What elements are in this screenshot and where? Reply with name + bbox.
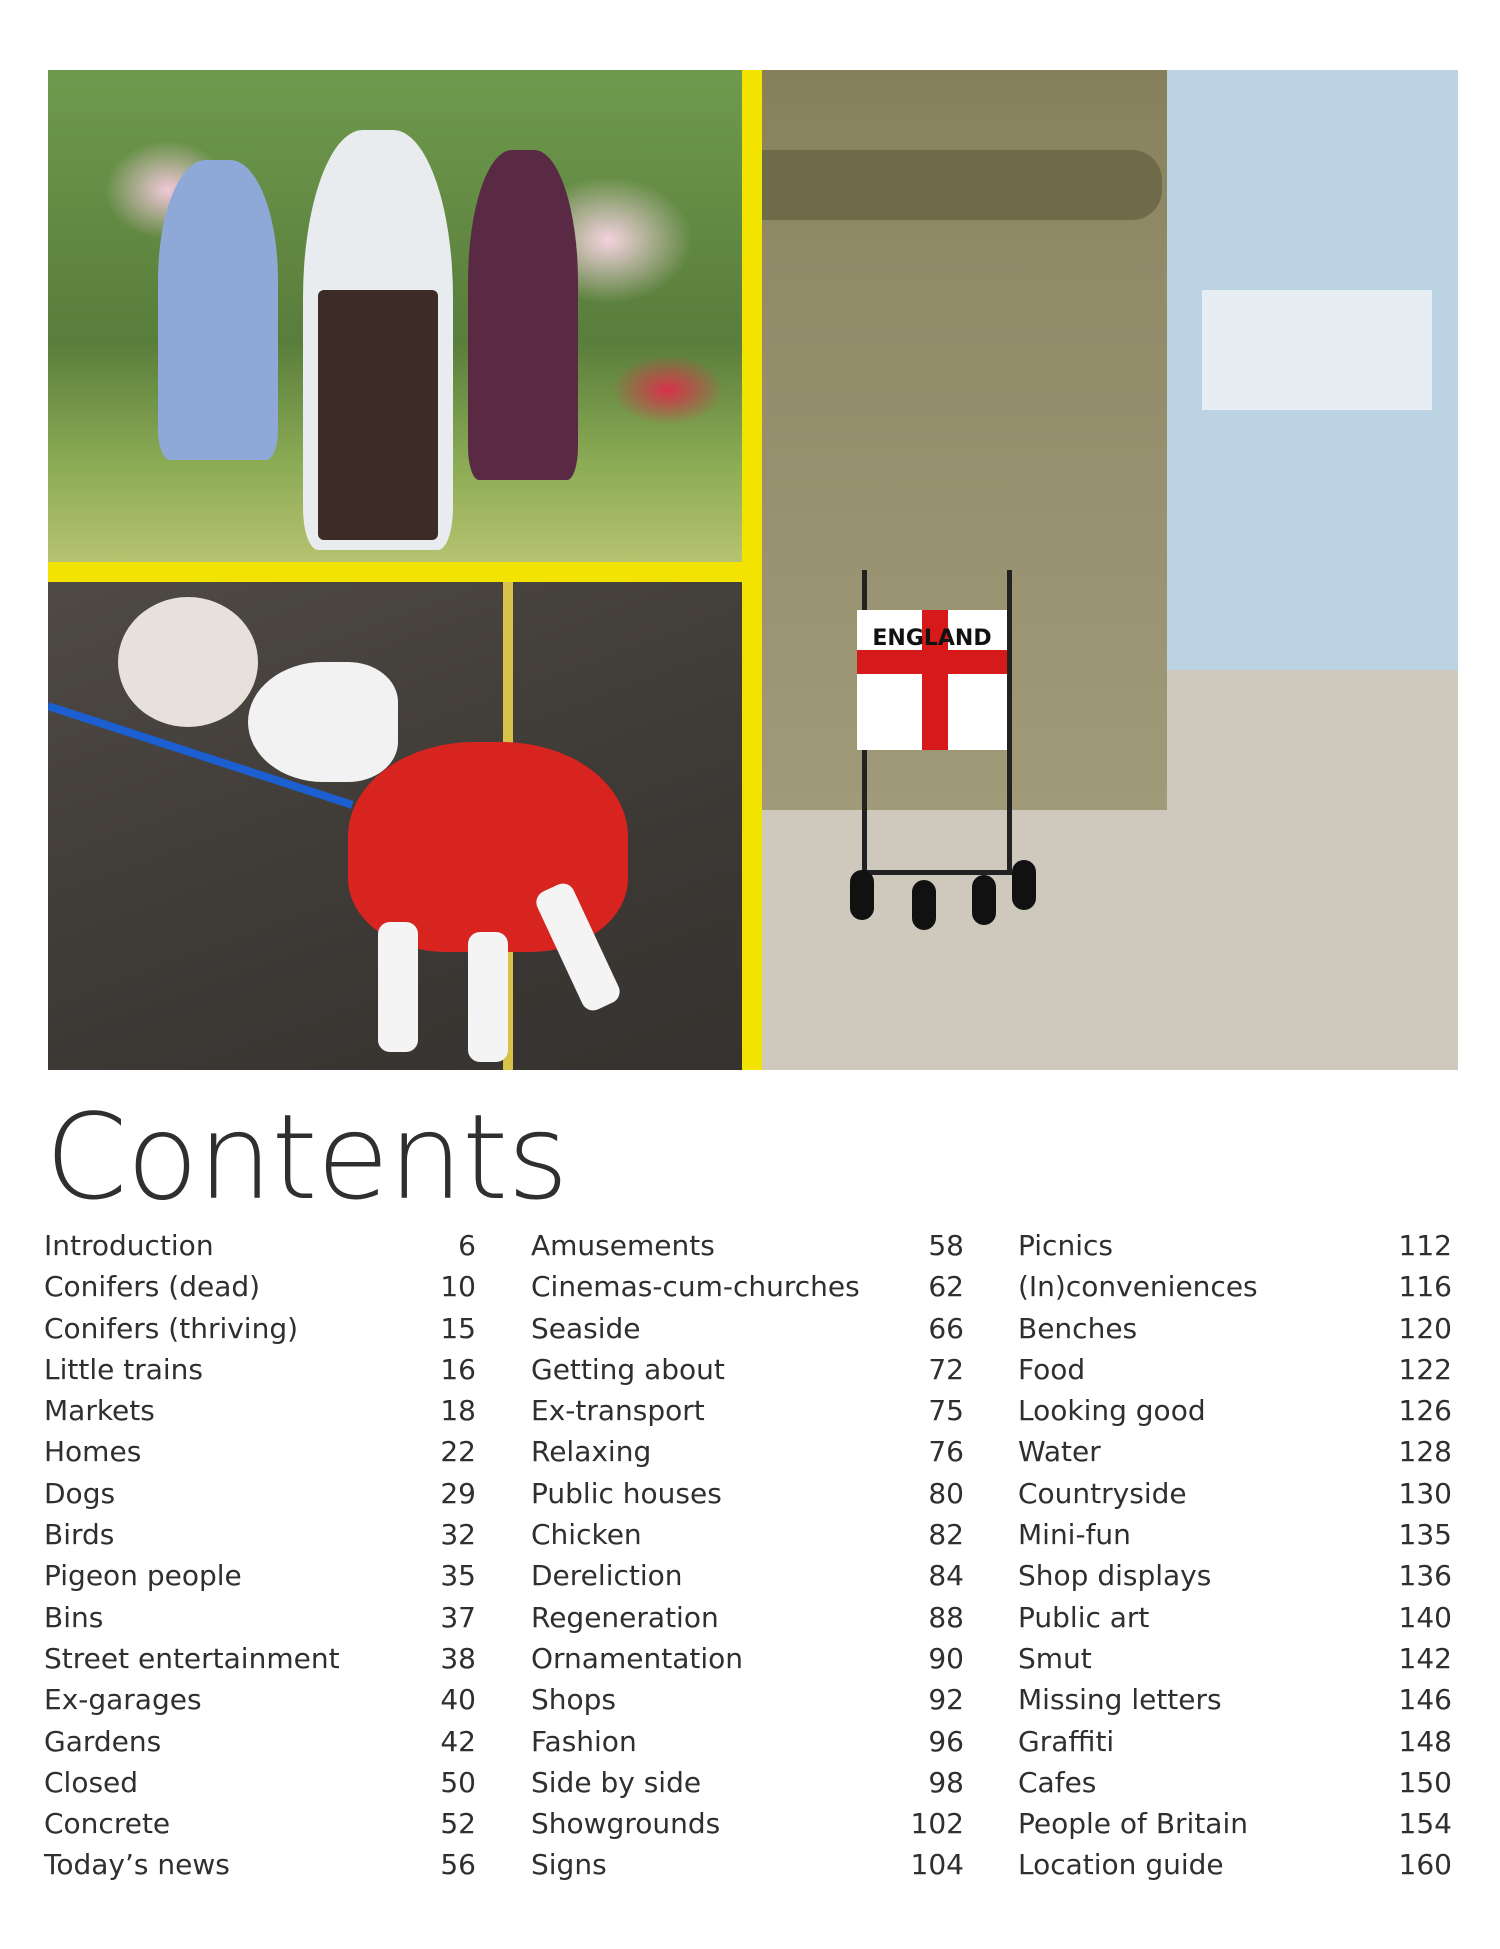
wheel <box>972 875 996 925</box>
toc-entry-label: Markets <box>44 1394 155 1428</box>
toc-entry-page: 150 <box>1398 1765 1452 1799</box>
toc-entry-label: Missing letters <box>1018 1683 1222 1717</box>
toc-entry <box>44 1721 476 1762</box>
toc-entry-label: Countryside <box>1018 1476 1187 1510</box>
pushchair-street-photo <box>762 70 1458 1070</box>
toc-entry-page: 38 <box>440 1641 476 1675</box>
toc-entry-page: 154 <box>1398 1807 1452 1841</box>
toc-entry <box>1018 1597 1452 1638</box>
toc-entry <box>44 1431 476 1472</box>
bull-terrier-head <box>248 662 398 782</box>
wheel <box>850 870 874 920</box>
toc-entry <box>531 1762 964 1803</box>
toc-entry-label: Cinemas-cum-churches <box>531 1270 860 1304</box>
toc-entry-label: Pigeon people <box>44 1559 242 1593</box>
toc-entry <box>44 1762 476 1803</box>
toc-entry-page: 62 <box>928 1270 964 1304</box>
toc-entry <box>531 1225 964 1266</box>
shop-front <box>1202 290 1432 410</box>
toc-entry-page: 16 <box>440 1352 476 1386</box>
toc-entry-label: Concrete <box>44 1807 171 1841</box>
toc-entry <box>531 1349 964 1390</box>
toc-entry-page: 116 <box>1398 1270 1452 1304</box>
toc-entry-page: 50 <box>440 1765 476 1799</box>
toc-entry-page: 75 <box>928 1394 964 1428</box>
toc-entry-page: 35 <box>440 1559 476 1593</box>
toc-entry <box>44 1679 476 1720</box>
toc-entry-page: 56 <box>440 1848 476 1882</box>
toc-entry <box>1018 1473 1452 1514</box>
toc-column-1 <box>44 1225 476 1886</box>
toc-entry <box>44 1390 476 1431</box>
toc-entry <box>1018 1721 1452 1762</box>
toc-entry-label: Location guide <box>1018 1848 1224 1882</box>
toc-entry <box>531 1308 964 1349</box>
wheel <box>912 880 936 930</box>
plinth-cap <box>762 150 1162 220</box>
toc-entry-label: Amusements <box>531 1229 715 1262</box>
toc-entry <box>44 1266 476 1307</box>
toc-entry-label: Picnics <box>1018 1229 1113 1262</box>
toc-entry-label: Ex-transport <box>531 1394 705 1428</box>
toc-entry-label: Shops <box>531 1683 617 1717</box>
toc-entry-label: Food <box>1018 1352 1086 1386</box>
toc-entry-page: 130 <box>1398 1476 1452 1510</box>
toc-entry-label: Looking good <box>1018 1394 1206 1428</box>
toc-entry-page: 120 <box>1398 1311 1452 1345</box>
toc-entry-page: 58 <box>928 1229 964 1262</box>
toc-entry-label: Side by side <box>531 1765 702 1799</box>
toc-entry <box>1018 1638 1452 1679</box>
man-trousers-figure <box>318 290 438 540</box>
toc-entry-label: Showgrounds <box>531 1807 721 1841</box>
toc-entry-label: Signs <box>531 1848 607 1882</box>
toc-entry-page: 29 <box>440 1476 476 1510</box>
toc-entry-page: 148 <box>1398 1724 1452 1758</box>
woman-in-blue-figure <box>158 160 278 460</box>
toc-entry <box>531 1431 964 1472</box>
toc-entry-label: Birds <box>44 1518 115 1552</box>
toc-entry-page: 142 <box>1398 1641 1452 1675</box>
toc-entry <box>1018 1266 1452 1307</box>
toc-entry <box>531 1844 964 1885</box>
toc-entry <box>531 1266 964 1307</box>
toc-entry-label: Homes <box>44 1435 142 1469</box>
toc-entry-label: Dereliction <box>531 1559 683 1593</box>
toc-entry-label: Mini-fun <box>1018 1518 1131 1552</box>
toc-entry-page: 90 <box>928 1641 964 1675</box>
toc-entry-label: Conifers (thriving) <box>44 1311 299 1345</box>
page-title: Contents <box>45 1088 568 1226</box>
toc-entry <box>1018 1431 1452 1472</box>
toc-entry-page: 98 <box>928 1765 964 1799</box>
toc-entry-label: Public art <box>1018 1600 1150 1634</box>
toc-entry-label: Fashion <box>531 1724 637 1758</box>
toc-entry-page: 140 <box>1398 1600 1452 1634</box>
toc-entry <box>44 1349 476 1390</box>
toc-entry-page: 102 <box>910 1807 964 1841</box>
toc-entry-page: 136 <box>1398 1559 1452 1593</box>
toc-entry-page: 96 <box>928 1724 964 1758</box>
toc-entry <box>1018 1514 1452 1555</box>
toc-entry <box>531 1597 964 1638</box>
toc-entry-label: Dogs <box>44 1476 116 1510</box>
toc-entry <box>44 1844 476 1885</box>
toc-entry <box>1018 1762 1452 1803</box>
toc-entry <box>44 1473 476 1514</box>
toc-entry-label: Closed <box>44 1765 139 1799</box>
toc-entry-page: 32 <box>440 1518 476 1552</box>
toc-entry <box>44 1308 476 1349</box>
toc-entry-page: 126 <box>1398 1394 1452 1428</box>
toc-entry-label: Little trains <box>44 1352 204 1386</box>
toc-entry <box>531 1803 964 1844</box>
toc-entry-page: 42 <box>440 1724 476 1758</box>
toc-entry-page: 88 <box>928 1600 964 1634</box>
toc-entry-label: (In)conveniences <box>1018 1270 1258 1304</box>
toc-entry <box>531 1638 964 1679</box>
toc-entry-page: 72 <box>928 1352 964 1386</box>
dog-leg <box>468 932 508 1062</box>
toc-entry-page: 122 <box>1398 1352 1452 1386</box>
toc-entry-page: 37 <box>440 1600 476 1634</box>
toc-entry <box>44 1225 476 1266</box>
toc-entry-page: 112 <box>1398 1229 1452 1262</box>
toc-entry <box>1018 1390 1452 1431</box>
toc-entry-label: Getting about <box>531 1352 725 1386</box>
toc-entry-page: 146 <box>1398 1683 1452 1717</box>
toc-entry-page: 6 <box>458 1229 476 1262</box>
toc-entry <box>531 1390 964 1431</box>
toc-entry-label: Conifers (dead) <box>44 1270 261 1304</box>
toc-entry <box>44 1514 476 1555</box>
toc-entry-page: 80 <box>928 1476 964 1510</box>
toc-entry-label: Chicken <box>531 1518 642 1552</box>
toc-entry-page: 82 <box>928 1518 964 1552</box>
toc-column-2 <box>531 1225 964 1886</box>
toc-entry <box>1018 1679 1452 1720</box>
england-label: ENGLAND <box>872 626 992 651</box>
toc-entry-label: Graffiti <box>1018 1724 1115 1758</box>
dog-in-red-jumper-photo <box>48 582 742 1070</box>
toc-entry-page: 92 <box>928 1683 964 1717</box>
toc-entry <box>1018 1555 1452 1596</box>
toc-entry <box>531 1514 964 1555</box>
toc-entry-label: Regeneration <box>531 1600 719 1634</box>
toc-entry-label: Today’s news <box>44 1848 230 1882</box>
toc-entry-label: Water <box>1018 1435 1101 1469</box>
toc-entry-page: 160 <box>1398 1848 1452 1882</box>
toc-entry-page: 22 <box>440 1435 476 1469</box>
toc-entry-label: Ornamentation <box>531 1641 743 1675</box>
toc-entry <box>44 1803 476 1844</box>
wheel <box>1012 860 1036 910</box>
toc-entry <box>1018 1844 1452 1885</box>
toc-entry <box>1018 1308 1452 1349</box>
toc-entry-label: Street entertainment <box>44 1641 340 1675</box>
toc-entry-page: 128 <box>1398 1435 1452 1469</box>
toc-entry-page: 104 <box>910 1848 964 1882</box>
toc-entry-page: 52 <box>440 1807 476 1841</box>
toc-entry-label: Benches <box>1018 1311 1138 1345</box>
toc-entry-label: Introduction <box>44 1229 214 1262</box>
toc-entry <box>531 1555 964 1596</box>
basset-hound-figure <box>118 597 258 727</box>
toc-entry-label: Gardens <box>44 1724 162 1758</box>
toc-entry <box>531 1721 964 1762</box>
toc-entry <box>531 1679 964 1720</box>
toc-entry <box>1018 1225 1452 1266</box>
toc-entry-page: 10 <box>440 1270 476 1304</box>
toc-entry-label: Shop displays <box>1018 1559 1212 1593</box>
st-george-cross-horizontal <box>857 650 1007 674</box>
toc-entry-label: Public houses <box>531 1476 722 1510</box>
toc-entry-label: People of Britain <box>1018 1807 1248 1841</box>
toc-entry <box>1018 1803 1452 1844</box>
toc-entry-page: 76 <box>928 1435 964 1469</box>
toc-column-3 <box>1018 1225 1452 1886</box>
toc-entry-page: 84 <box>928 1559 964 1593</box>
toc-entry-label: Cafes <box>1018 1765 1097 1799</box>
toc-entry-label: Seaside <box>531 1311 641 1345</box>
toc-entry-label: Smut <box>1018 1641 1092 1675</box>
dog-leg <box>378 922 418 1052</box>
photo-collage <box>48 70 1458 1070</box>
garden-party-photo <box>48 70 742 562</box>
toc-entry-page: 18 <box>440 1394 476 1428</box>
toc-entry <box>531 1473 964 1514</box>
toc-entry <box>44 1597 476 1638</box>
toc-entry-page: 40 <box>440 1683 476 1717</box>
toc-entry-page: 66 <box>928 1311 964 1345</box>
toc-entry <box>1018 1349 1452 1390</box>
toc-entry <box>44 1555 476 1596</box>
toc-entry-page: 135 <box>1398 1518 1452 1552</box>
toc-entry-label: Ex-garages <box>44 1683 202 1717</box>
woman-in-red-dress-figure <box>468 150 578 480</box>
toc-entry-label: Bins <box>44 1600 104 1634</box>
toc-entry <box>44 1638 476 1679</box>
toc-entry-page: 15 <box>440 1311 476 1345</box>
toc-entry-label: Relaxing <box>531 1435 652 1469</box>
